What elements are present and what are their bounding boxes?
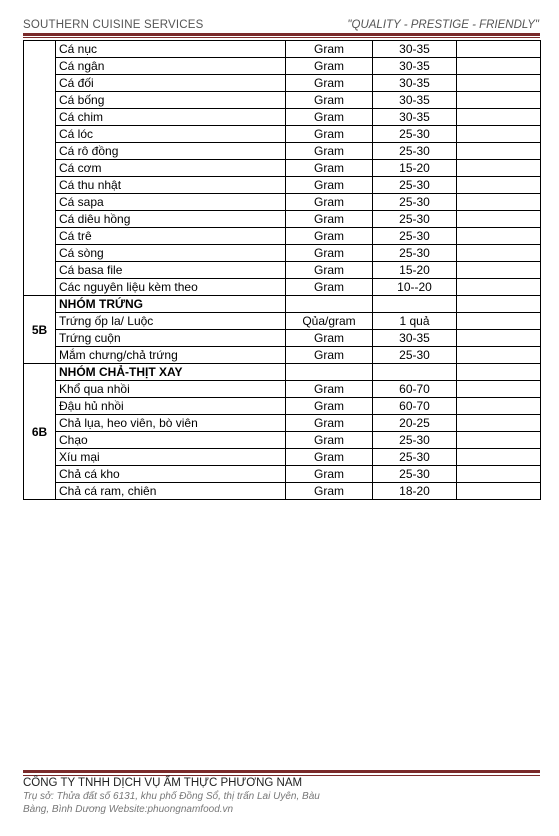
item-qty: 15-20 [373, 262, 457, 279]
item-note [457, 432, 541, 449]
item-note [457, 160, 541, 177]
item-name: Cá rô đồng [56, 143, 286, 160]
item-name: Mắm chưng/chả trứng [56, 347, 286, 364]
item-name: Cá bống [56, 92, 286, 109]
item-unit: Gram [286, 279, 373, 296]
item-unit: Gram [286, 211, 373, 228]
item-qty: 25-30 [373, 177, 457, 194]
table-row [24, 109, 541, 126]
item-unit: Gram [286, 143, 373, 160]
item-unit: Gram [286, 449, 373, 466]
table-row [24, 41, 541, 58]
item-qty: 30-35 [373, 92, 457, 109]
header-slogan: "QUALITY - PRESTIGE - FRIENDLY" [347, 19, 539, 31]
item-note [457, 245, 541, 262]
item-qty: 30-35 [373, 75, 457, 92]
item-unit: Gram [286, 262, 373, 279]
item-note [457, 92, 541, 109]
item-unit: Gram [286, 41, 373, 58]
item-note [457, 415, 541, 432]
item-note [457, 177, 541, 194]
item-unit: Gram [286, 466, 373, 483]
table-row [24, 58, 541, 75]
item-name: Cá cơm [56, 160, 286, 177]
portion-table-body [24, 41, 541, 500]
item-qty: 25-30 [373, 143, 457, 160]
table-row [24, 398, 541, 415]
footer-rule-thin [23, 775, 540, 776]
item-note [457, 228, 541, 245]
item-qty: 25-30 [373, 466, 457, 483]
item-note [457, 483, 541, 500]
header-rule [23, 33, 540, 36]
table-row [24, 279, 541, 296]
item-name: Chả lụa, heo viên, bò viên [56, 415, 286, 432]
item-note [457, 75, 541, 92]
table-row [24, 126, 541, 143]
item-unit: Gram [286, 194, 373, 211]
group-code: 5B [24, 296, 56, 364]
item-name: Cá sòng [56, 245, 286, 262]
item-name: Chạo [56, 432, 286, 449]
item-unit: Gram [286, 347, 373, 364]
item-unit: Gram [286, 228, 373, 245]
item-unit: Gram [286, 245, 373, 262]
item-qty: 1 quả [373, 313, 457, 330]
item-qty: 30-35 [373, 330, 457, 347]
item-name: Cá trê [56, 228, 286, 245]
item-name: Cá ngân [56, 58, 286, 75]
item-name: Cá diêu hồng [56, 211, 286, 228]
table-row [24, 143, 541, 160]
table-row [24, 466, 541, 483]
item-unit: Qủa/gram [286, 313, 373, 330]
item-qty: 25-30 [373, 228, 457, 245]
item-unit: Gram [286, 92, 373, 109]
table-row [24, 330, 541, 347]
group-title: NHÓM TRỨNG [56, 296, 286, 313]
item-qty: 30-35 [373, 41, 457, 58]
item-unit: Gram [286, 330, 373, 347]
group-unit-empty [286, 364, 373, 381]
item-unit: Gram [286, 398, 373, 415]
item-name: Cá đối [56, 75, 286, 92]
item-note [457, 347, 541, 364]
table-row [24, 160, 541, 177]
item-note [457, 262, 541, 279]
group-note-empty [457, 364, 541, 381]
group-unit-empty [286, 296, 373, 313]
table-row [24, 245, 541, 262]
table-row [24, 228, 541, 245]
item-name: Đậu hủ nhồi [56, 398, 286, 415]
table-row [24, 381, 541, 398]
item-note [457, 126, 541, 143]
item-qty: 25-30 [373, 245, 457, 262]
table-row [24, 75, 541, 92]
item-note [457, 211, 541, 228]
group-qty-empty [373, 364, 457, 381]
group-code-empty [24, 41, 56, 296]
item-qty: 30-35 [373, 109, 457, 126]
item-qty: 25-30 [373, 347, 457, 364]
table-row [24, 313, 541, 330]
item-note [457, 330, 541, 347]
item-qty: 25-30 [373, 194, 457, 211]
item-note [457, 41, 541, 58]
item-name: Cá nục [56, 41, 286, 58]
item-note [457, 143, 541, 160]
item-qty: 25-30 [373, 126, 457, 143]
item-note [457, 449, 541, 466]
item-qty: 30-35 [373, 58, 457, 75]
item-name: Các nguyên liệu kèm theo [56, 279, 286, 296]
item-unit: Gram [286, 415, 373, 432]
item-qty: 25-30 [373, 432, 457, 449]
item-qty: 60-70 [373, 398, 457, 415]
item-name: Trứng ốp la/ Luộc [56, 313, 286, 330]
item-note [457, 194, 541, 211]
item-name: Cá thu nhật [56, 177, 286, 194]
item-name: Cá lóc [56, 126, 286, 143]
item-unit: Gram [286, 126, 373, 143]
group-qty-empty [373, 296, 457, 313]
item-name: Cá chim [56, 109, 286, 126]
item-qty: 25-30 [373, 211, 457, 228]
table-row [24, 449, 541, 466]
footer-company: CÔNG TY TNHH DỊCH VỤ ẨM THỰC PHƯƠNG NAM [23, 777, 303, 789]
table-row [24, 92, 541, 109]
item-name: Chả cá kho [56, 466, 286, 483]
item-unit: Gram [286, 432, 373, 449]
item-unit: Gram [286, 75, 373, 92]
item-name: Chả cá ram, chiên [56, 483, 286, 500]
item-name: Khổ qua nhồi [56, 381, 286, 398]
group-header-row [24, 364, 541, 381]
item-qty: 60-70 [373, 381, 457, 398]
item-qty: 18-20 [373, 483, 457, 500]
header-rule-thin [23, 37, 540, 38]
footer-rule [23, 770, 540, 773]
table-row [24, 262, 541, 279]
item-name: Cá sapa [56, 194, 286, 211]
item-note [457, 381, 541, 398]
group-note-empty [457, 296, 541, 313]
table-row [24, 177, 541, 194]
item-note [457, 466, 541, 483]
table-row [24, 194, 541, 211]
item-note [457, 313, 541, 330]
item-name: Cá basa file [56, 262, 286, 279]
item-unit: Gram [286, 160, 373, 177]
group-header-row [24, 296, 541, 313]
table-row [24, 211, 541, 228]
item-note [457, 58, 541, 75]
item-unit: Gram [286, 381, 373, 398]
table-row [24, 347, 541, 364]
item-name: Xíu mại [56, 449, 286, 466]
table-row [24, 415, 541, 432]
item-qty: 10--20 [373, 279, 457, 296]
table-row [24, 483, 541, 500]
item-note [457, 279, 541, 296]
group-title: NHÓM CHẢ-THỊT XAY [56, 364, 286, 381]
item-name: Trứng cuộn [56, 330, 286, 347]
portion-table [23, 40, 541, 500]
group-code: 6B [24, 364, 56, 500]
header-company-name: SOUTHERN CUISINE SERVICES [23, 19, 204, 31]
item-qty: 25-30 [373, 449, 457, 466]
item-unit: Gram [286, 177, 373, 194]
footer-address: Trụ sở: Thửa đất số 6131, khu phố Đồng Sổ, thị trấn Lai Uyên, Bàu Bàng, Bình Dương Website:phuongnamfood.vn [23, 791, 320, 815]
item-unit: Gram [286, 483, 373, 500]
item-unit: Gram [286, 109, 373, 126]
item-unit: Gram [286, 58, 373, 75]
table-row [24, 432, 541, 449]
item-note [457, 109, 541, 126]
item-note [457, 398, 541, 415]
item-qty: 15-20 [373, 160, 457, 177]
item-qty: 20-25 [373, 415, 457, 432]
